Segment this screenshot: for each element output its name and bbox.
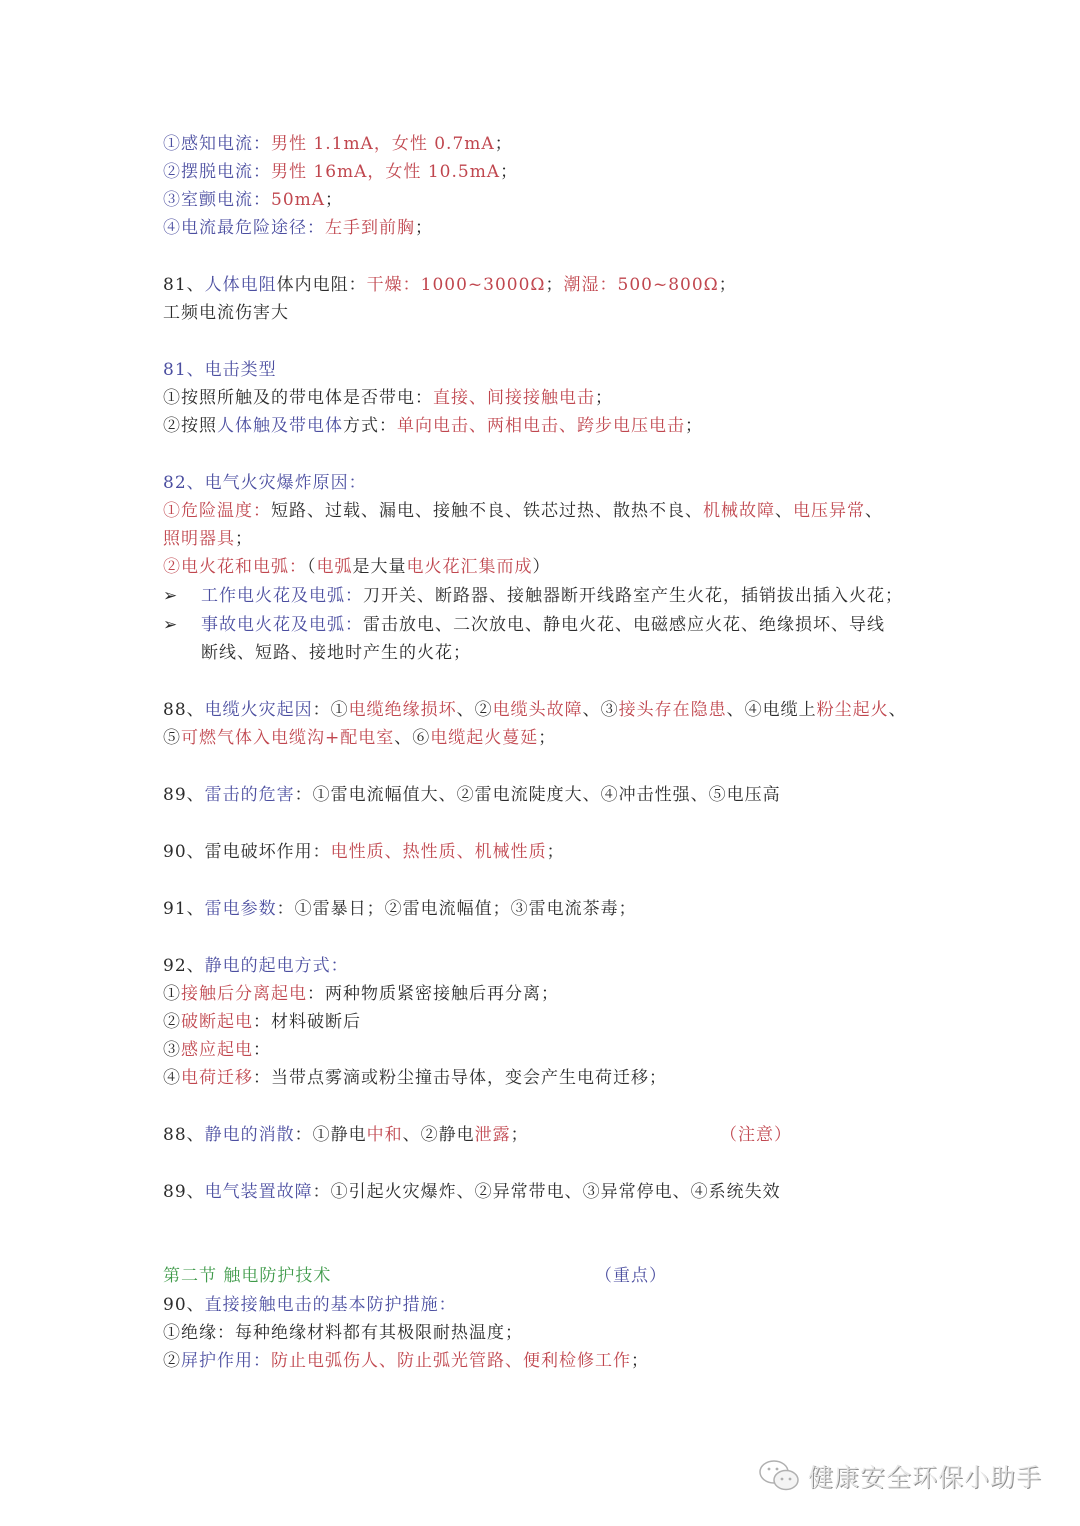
value: 防止电弧伤人、防止弧光管路、便利检修工作	[271, 1351, 631, 1371]
arrow-bullet-icon: ➢	[163, 586, 179, 606]
punct: 、	[775, 501, 793, 521]
value: 男性 16mA，女性 10.5mA	[271, 162, 501, 182]
text: ：①	[312, 700, 349, 720]
punct: ；	[325, 190, 344, 210]
text: 断线、短路、接地时产生的火花；	[201, 643, 471, 663]
value: 机械故障	[703, 501, 775, 521]
text-line	[163, 1036, 271, 1064]
chapter-heading	[163, 1262, 923, 1290]
text-line	[163, 271, 737, 299]
heading-text: 第二节 触电防护技术	[163, 1266, 332, 1286]
text-line	[163, 980, 559, 1008]
punct: ；	[595, 388, 613, 408]
value: 直接、间接接触电击	[433, 388, 595, 408]
punct: ；	[415, 218, 433, 238]
value: 男性 1.1mA，女性 0.7mA	[271, 134, 495, 154]
text: ②按照	[163, 416, 217, 436]
punct: ；	[500, 162, 519, 182]
section-heading	[163, 356, 277, 384]
value: 泄露	[474, 1125, 511, 1145]
text-line	[163, 214, 433, 242]
text: 短路、过载、漏电、接触不良、铁芯过热、散热不良、	[271, 501, 703, 521]
text-line	[163, 384, 613, 412]
term: 感应起电	[181, 1040, 253, 1060]
item-number: 82、	[163, 473, 205, 493]
item-number: 92、	[163, 956, 205, 976]
text-line	[163, 696, 907, 724]
term: ④电流最危险途径：	[163, 218, 325, 238]
term: 人体触及带电体	[217, 416, 343, 436]
punct: ；	[718, 275, 737, 295]
punct: ；	[546, 842, 565, 862]
text: ：①静电	[294, 1125, 367, 1145]
text: 体内电阻：	[276, 275, 367, 295]
text-line	[163, 838, 565, 866]
punct: ；	[510, 1125, 529, 1145]
value: 电火花汇集而成	[406, 557, 533, 577]
term: 人体电阻	[204, 275, 277, 295]
watermark	[758, 1456, 1042, 1496]
item-number: 89、	[163, 1182, 205, 1202]
punct: ；	[235, 529, 253, 549]
text-line	[163, 1121, 923, 1149]
value: 潮湿：500~800Ω	[563, 275, 719, 295]
text: 、②	[456, 700, 493, 720]
text-line	[163, 1319, 523, 1347]
text: 、⑥	[394, 728, 431, 748]
text-line	[163, 497, 883, 525]
text-line	[163, 895, 637, 923]
text: ：①雷电流幅值大、②雷电流陡度大、④冲击性强、⑤电压高	[294, 785, 781, 805]
punct: ；	[494, 134, 513, 154]
heading-text: 静电的起电方式：	[204, 956, 349, 976]
punct: 、	[888, 700, 907, 720]
text-line	[163, 525, 253, 553]
text-line	[163, 639, 471, 667]
text: 、③	[582, 700, 619, 720]
text-line	[163, 553, 551, 581]
term: ②摆脱电流：	[163, 162, 271, 182]
text-line	[163, 186, 343, 214]
text: 工频电流伤害大	[163, 303, 289, 323]
value: 单向电击、两相电击、跨步电压电击	[397, 416, 685, 436]
watermark-text: 健康安全环保小助手	[808, 1463, 1043, 1492]
punct: 、	[865, 501, 883, 521]
value: 中和	[366, 1125, 403, 1145]
text-line	[163, 724, 556, 752]
text: ：①雷暴日；②雷电流幅值；③雷电流茶毒；	[276, 899, 637, 919]
item-number: 81、	[163, 360, 205, 380]
term: 工作电火花及电弧：	[201, 586, 363, 606]
term: ②电火花和电弧：	[163, 557, 307, 577]
item-number: 88、	[163, 700, 205, 720]
value: 粉尘起火	[816, 700, 889, 720]
term: 电荷迁移	[181, 1068, 253, 1088]
term: 破断起电	[181, 1012, 253, 1032]
text: ④	[163, 1068, 181, 1088]
term: 电气装置故障	[204, 1182, 313, 1202]
text-line	[163, 412, 703, 440]
term: ③室颤电流：	[163, 190, 271, 210]
section-heading	[163, 469, 367, 497]
text: 是大量	[352, 557, 407, 577]
text: ③	[163, 1040, 181, 1060]
text-line	[163, 158, 518, 186]
value: 电缆起火蔓延	[430, 728, 539, 748]
text: 方式：	[343, 416, 397, 436]
value: 电缆头故障	[492, 700, 583, 720]
text: ：①引起火灾爆炸、②异常带电、③异常停电、④系统失效	[312, 1182, 781, 1202]
punct: ；	[631, 1351, 649, 1371]
text-line	[163, 781, 781, 809]
value: 50mA	[271, 190, 326, 210]
value: 电弧	[316, 557, 353, 577]
term: 事故电火花及电弧：	[201, 615, 363, 635]
heading-text: 电击类型	[204, 360, 277, 380]
text: ①绝缘：每种绝缘材料都有其极限耐热温度；	[163, 1323, 523, 1343]
term: 接触后分离起电	[181, 984, 307, 1004]
text: ②	[163, 1351, 181, 1371]
text-line	[163, 1064, 667, 1092]
text: 、④电缆上	[726, 700, 817, 720]
text: 90、雷电破坏作用：	[163, 842, 331, 862]
text-line	[163, 1347, 649, 1375]
item-number: 81、	[163, 275, 205, 295]
value: 电性质、热性质、机械性质	[330, 842, 547, 862]
item-number: 89、	[163, 785, 205, 805]
value: 电压异常	[793, 501, 865, 521]
section-heading	[163, 952, 349, 980]
punct: ；	[685, 416, 703, 436]
text-line	[163, 1008, 361, 1036]
text: ②	[163, 1012, 181, 1032]
text: ①按照所触及的带电体是否带电：	[163, 388, 433, 408]
value: 电缆绝缘损坏	[348, 700, 457, 720]
bullet-item	[163, 582, 903, 610]
value: 接头存在隐患	[618, 700, 727, 720]
text: ：材料破断后	[253, 1012, 361, 1032]
item-number: 91、	[163, 899, 205, 919]
item-number: 90、	[163, 1295, 205, 1315]
punct: ）	[532, 557, 551, 577]
term: 屏护作用：	[181, 1351, 271, 1371]
bullet-item	[163, 611, 885, 639]
text: ：当带点雾滴或粉尘撞击导体，变会产生电荷迁移；	[253, 1068, 667, 1088]
arrow-bullet-icon: ➢	[163, 615, 179, 635]
heading-text: 直接接触电击的基本防护措施：	[204, 1295, 457, 1315]
term: 静电的消散	[204, 1125, 295, 1145]
text-line	[163, 299, 289, 327]
text: ①	[163, 984, 181, 1004]
punct: （	[307, 557, 317, 577]
text: ：两种物质紧密接触后再分离；	[307, 984, 559, 1004]
text: 刀开关、断路器、接触器断开线路室产生火花，插销拔出插入火花；	[363, 586, 903, 606]
text-line	[163, 1178, 781, 1206]
term: 雷电参数	[204, 899, 277, 919]
text: ⑤	[163, 728, 181, 748]
section-heading	[163, 1291, 457, 1319]
text: 、②静电	[402, 1125, 475, 1145]
item-number: 88、	[163, 1125, 205, 1145]
term: ①危险温度：	[163, 501, 271, 521]
text: ：	[253, 1040, 271, 1060]
wechat-icon	[758, 1459, 802, 1493]
term: 雷击的危害	[204, 785, 295, 805]
note-label: （注意）	[720, 1125, 792, 1145]
term: ①感知电流：	[163, 134, 271, 154]
punct: ；	[545, 275, 564, 295]
punct: ；	[538, 728, 557, 748]
value: 干燥：1000~3000Ω	[366, 275, 546, 295]
value: 可燃气体入电缆沟+配电室	[181, 728, 395, 748]
value: 左手到前胸	[325, 218, 415, 238]
value: 照明器具	[163, 529, 235, 549]
note-label: （重点）	[595, 1266, 667, 1286]
heading-text: 电气火灾爆炸原因：	[204, 473, 367, 493]
text: 雷击放电、二次放电、静电火花、电磁感应火花、绝缘损坏、导线	[363, 615, 885, 635]
term: 电缆火灾起因	[204, 700, 313, 720]
text-line	[163, 130, 513, 158]
